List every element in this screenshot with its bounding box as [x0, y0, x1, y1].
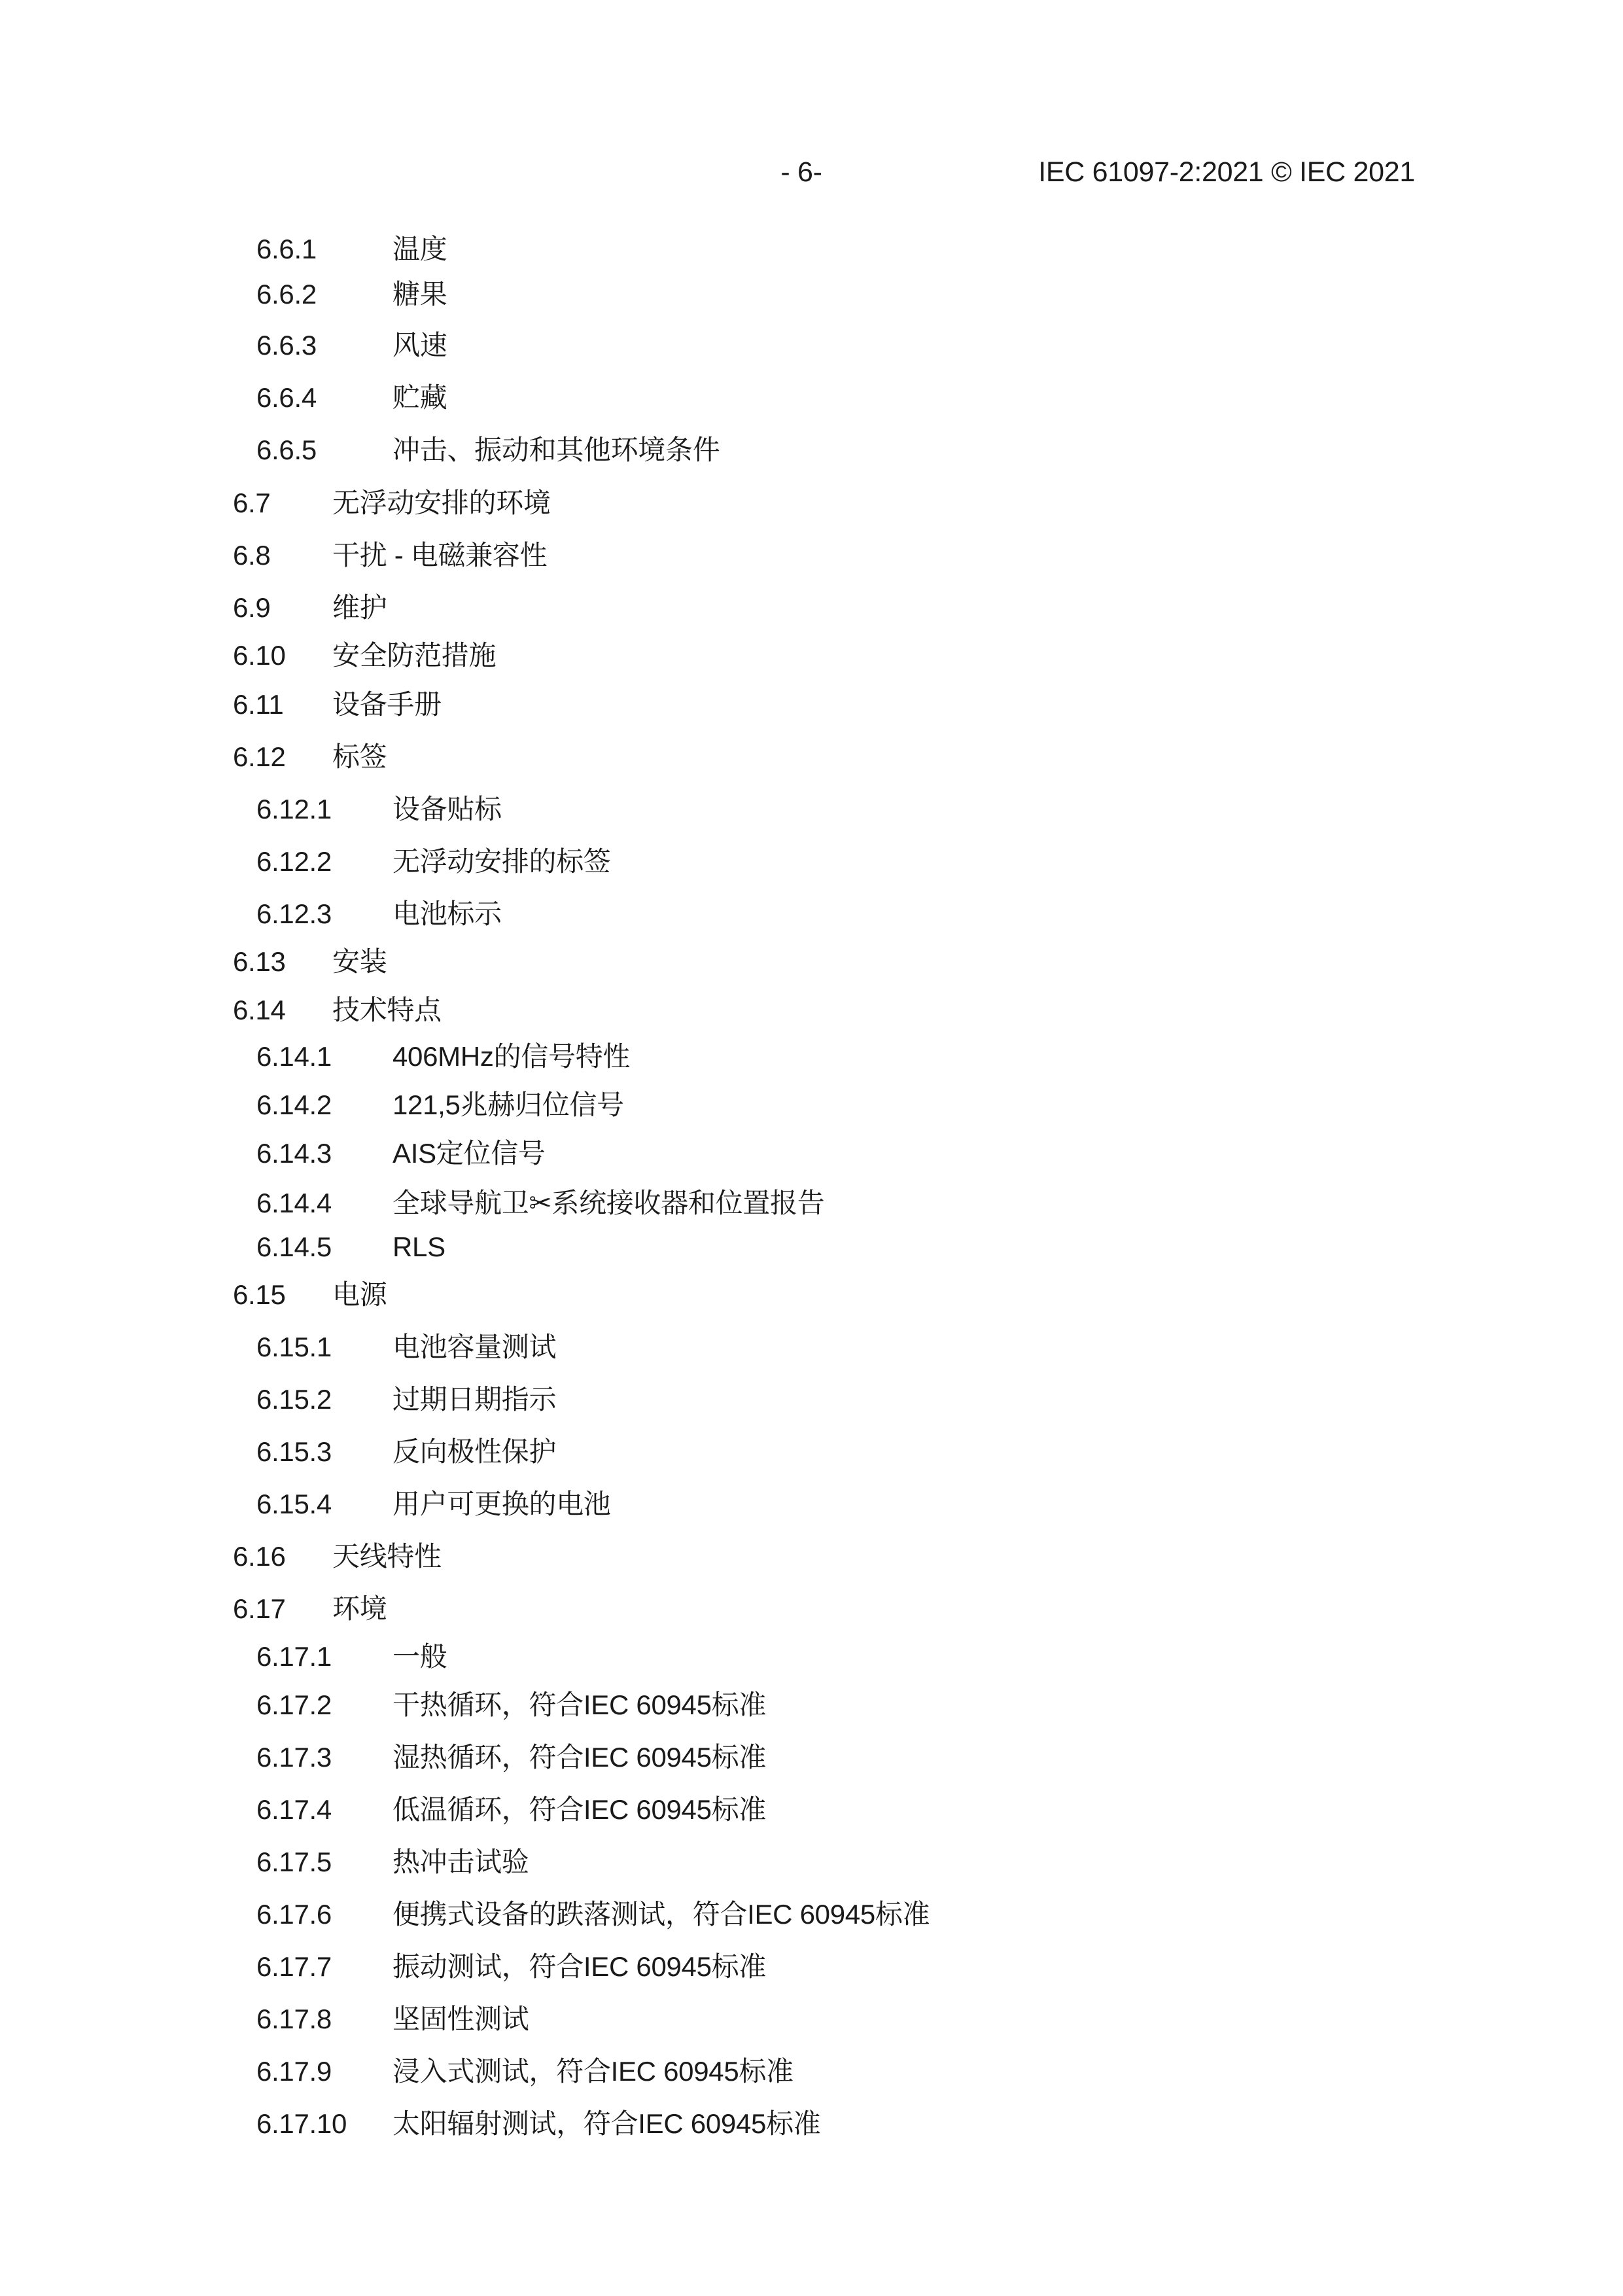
toc-entry-title: 太阳辐射测试，符合IEC 60945标准 [393, 2108, 821, 2139]
toc-entry-number: 6.11 [233, 689, 284, 720]
toc-entry-number: 6.17.4 [256, 1794, 332, 1825]
toc-entry-number: 6.15 [233, 1279, 286, 1310]
toc-entry-title: 电池容量测试 [393, 1332, 557, 1362]
toc-entry-title: 用户可更换的电池 [393, 1489, 611, 1519]
toc-entry-number: 6.17.8 [256, 2004, 332, 2034]
toc-entry-title: 无浮动安排的标签 [393, 846, 611, 877]
toc-entry-number: 6.14.5 [256, 1231, 332, 1262]
toc-entry-title: 一般 [393, 1641, 447, 1672]
document-code: IEC 61097-2:2021 © IEC 2021 [1038, 156, 1415, 188]
toc-entry-number: 6.14.1 [256, 1041, 332, 1072]
toc-entry-title: 浸入式测试，符合IEC 60945标准 [393, 2056, 794, 2087]
toc-entry-number: 6.7 [233, 487, 271, 518]
toc-entry-title: 标签 [332, 741, 387, 772]
toc-entry-title: 干热循环，符合IEC 60945标准 [393, 1689, 767, 1720]
toc-entry-title: RLS [393, 1231, 445, 1262]
toc-entry-number: 6.8 [233, 540, 271, 571]
toc-entry-title: 设备贴标 [393, 794, 502, 824]
toc-entry-title: 安全防范措施 [332, 640, 497, 671]
toc-entry-title: 安装 [332, 946, 387, 977]
toc-entry-title: 维护 [332, 592, 387, 623]
toc-entry-number: 6.17.10 [256, 2108, 347, 2139]
toc-entry-number: 6.17.9 [256, 2056, 332, 2087]
toc-entry-title: 热冲击试验 [393, 1846, 529, 1877]
toc-entry-title: 坚固性测试 [393, 2004, 529, 2034]
toc-entry-number: 6.17 [233, 1593, 286, 1624]
toc-entry-number: 6.16 [233, 1541, 286, 1572]
toc-entry-title: 过期日期指示 [393, 1384, 557, 1415]
toc-entry-number: 6.14.2 [256, 1089, 332, 1120]
toc-entry-number: 6.15.4 [256, 1489, 332, 1519]
toc-entry-title: 121,5兆赫归位信号 [393, 1089, 624, 1120]
toc-entry-title: 无浮动安排的环境 [332, 487, 551, 518]
toc-entry-title: 风速 [393, 330, 447, 361]
toc-entry-number: 6.10 [233, 640, 286, 671]
toc-entry-number: 6.6.4 [256, 382, 317, 413]
toc-entry-number: 6.13 [233, 946, 286, 977]
toc-entry-number: 6.6.5 [256, 434, 317, 465]
toc-entry-number: 6.17.5 [256, 1846, 332, 1877]
toc-entry-number: 6.15.1 [256, 1332, 332, 1362]
toc-entry-title: 环境 [332, 1593, 387, 1624]
toc-entry-number: 6.17.6 [256, 1899, 332, 1930]
toc-entry-title: AIS定位信号 [393, 1138, 546, 1169]
toc-entry-title: 电源 [332, 1279, 387, 1310]
toc-entry-number: 6.17.2 [256, 1689, 332, 1720]
toc-entry-number: 6.14.4 [256, 1188, 332, 1218]
toc-entry-title: 振动测试，符合IEC 60945标准 [393, 1951, 767, 1982]
toc-entry-title: 糖果 [393, 279, 447, 309]
toc-entry-number: 6.17.3 [256, 1742, 332, 1773]
toc-entry-title: 温度 [393, 234, 447, 264]
toc-entry-title: 电池标示 [393, 898, 502, 929]
toc-entry-number: 6.14 [233, 995, 286, 1025]
toc-entry-title: 贮藏 [393, 382, 447, 413]
toc-entry-number: 6.12.2 [256, 846, 332, 877]
toc-entry-title: 设备手册 [332, 689, 442, 720]
toc-entry-number: 6.17.7 [256, 1951, 332, 1982]
toc-entry-number: 6.6.2 [256, 279, 317, 309]
toc-entry-number: 6.9 [233, 592, 271, 623]
toc-entry-number: 6.14.3 [256, 1138, 332, 1169]
toc-entry-title: 便携式设备的跌落测试，符合IEC 60945标准 [393, 1899, 930, 1930]
toc-entry-title: 天线特性 [332, 1541, 442, 1572]
page-number: - 6- [780, 156, 822, 188]
toc-entry-number: 6.12.1 [256, 794, 332, 824]
toc-entry-title: 技术特点 [332, 995, 442, 1025]
toc-entry-number: 6.15.2 [256, 1384, 332, 1415]
toc-entry-number: 6.6.3 [256, 330, 317, 361]
toc-entry-title: 全球导航卫✂系统接收器和位置报告 [393, 1188, 825, 1218]
toc-entry-title: 湿热循环，符合IEC 60945标准 [393, 1742, 767, 1773]
toc-entry-number: 6.6.1 [256, 234, 317, 264]
toc-entry-title: 406MHz的信号特性 [393, 1041, 631, 1072]
toc-entry-title: 反向极性保护 [393, 1436, 557, 1467]
toc-entry-number: 6.12 [233, 741, 286, 772]
toc-entry-title: 低温循环，符合IEC 60945标准 [393, 1794, 767, 1825]
toc-entry-number: 6.12.3 [256, 898, 332, 929]
toc-entry-title: 冲击、振动和其他环境条件 [393, 434, 720, 465]
toc-entry-number: 6.17.1 [256, 1641, 332, 1672]
toc-entry-number: 6.15.3 [256, 1436, 332, 1467]
toc-entry-title: 干扰 - 电磁兼容性 [332, 540, 548, 571]
